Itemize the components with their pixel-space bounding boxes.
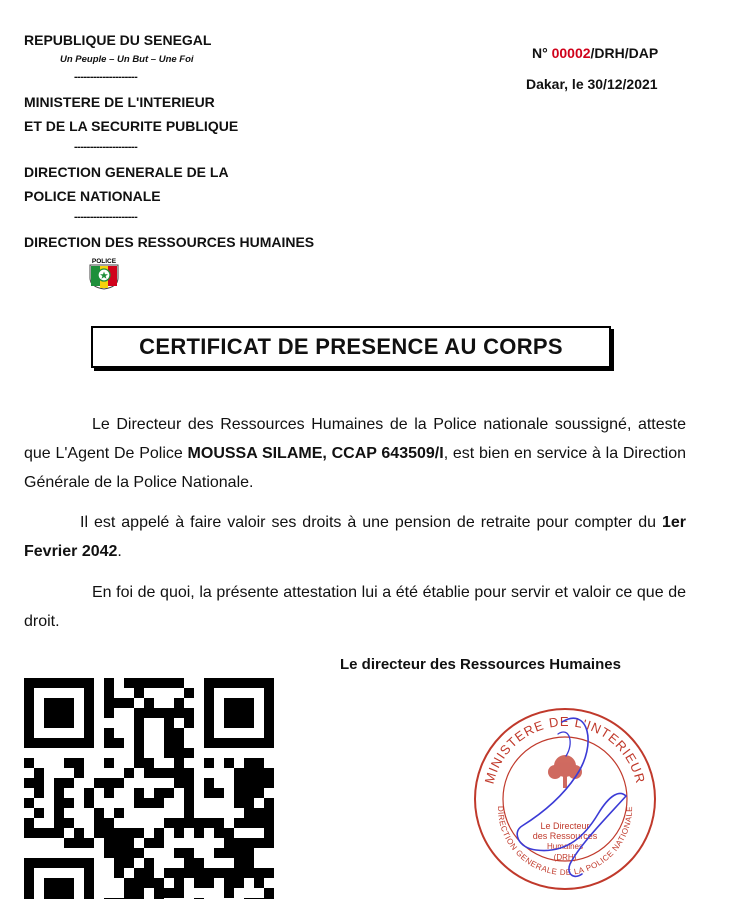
national-motto: Un Peuple – Un But – Une Foi [60,54,194,65]
reference-number-value: 00002 [551,45,591,61]
paragraph-attestation: Le Directeur des Ressources Humaines de la Police nationale soussigné, atteste que L'Agent De Police MOUSSA SILAME, CCAP 643509/I, est bien en service à la Direction Générale de la Police Nationale. [24,416,687,491]
paragraph-pension: Il est appelé à faire valoir ses droits à une pension de retraite pour compter du 1er Fevrier 2042. [24,514,686,560]
separator: -------------------- [74,141,138,153]
document-date: Dakar, le 30/12/2021 [526,76,658,92]
qr-code [24,678,276,899]
stamp-outer-top: MINISTERE DE L'INTERIEUR [481,713,649,786]
retirement-date: 1er Fevrier 2042 [24,514,686,560]
direction-line-2: POLICE NATIONALE [24,188,161,204]
agent-name: MOUSSA SILAME, CCAP 643509/I [187,445,444,462]
stamp-inner-line-3: Humaines [546,842,584,851]
department-name: DIRECTION DES RESSOURCES HUMAINES [24,234,315,250]
signatory-title: Le directeur des Ressources Humaines [340,656,621,673]
ministry-line-1: MINISTERE DE L'INTERIEUR [24,94,215,110]
stamp-inner-line-4: (DRH) [553,853,577,862]
paragraph-closing: En foi de quoi, la présente attestation lui a été établie pour servir et valoir ce que de droit. [24,584,686,630]
stamp-outer-bottom: DIRECTION GENERALE DE LA POLICE NATIONALE [495,805,635,878]
police-logo [84,256,124,290]
stamp-inner-line-1: Le Directeur [540,821,590,831]
separator: -------------------- [74,211,138,223]
country-name: REPUBLIQUE DU SENEGAL [24,32,212,48]
reference-number: N° 00002/DRH/DAP [532,45,659,61]
ministry-line-2: ET DE LA SECURITE PUBLIQUE [24,118,239,134]
stamp-inner-line-2: des Ressources [532,831,598,841]
logo-text: POLICE [91,258,117,265]
tree-emblem-icon [548,755,582,788]
document-title: CERTIFICAT DE PRESENCE AU CORPS [91,326,611,368]
official-stamp [470,704,660,894]
direction-line-1: DIRECTION GENERALE DE LA [24,164,229,180]
separator: -------------------- [74,71,138,83]
